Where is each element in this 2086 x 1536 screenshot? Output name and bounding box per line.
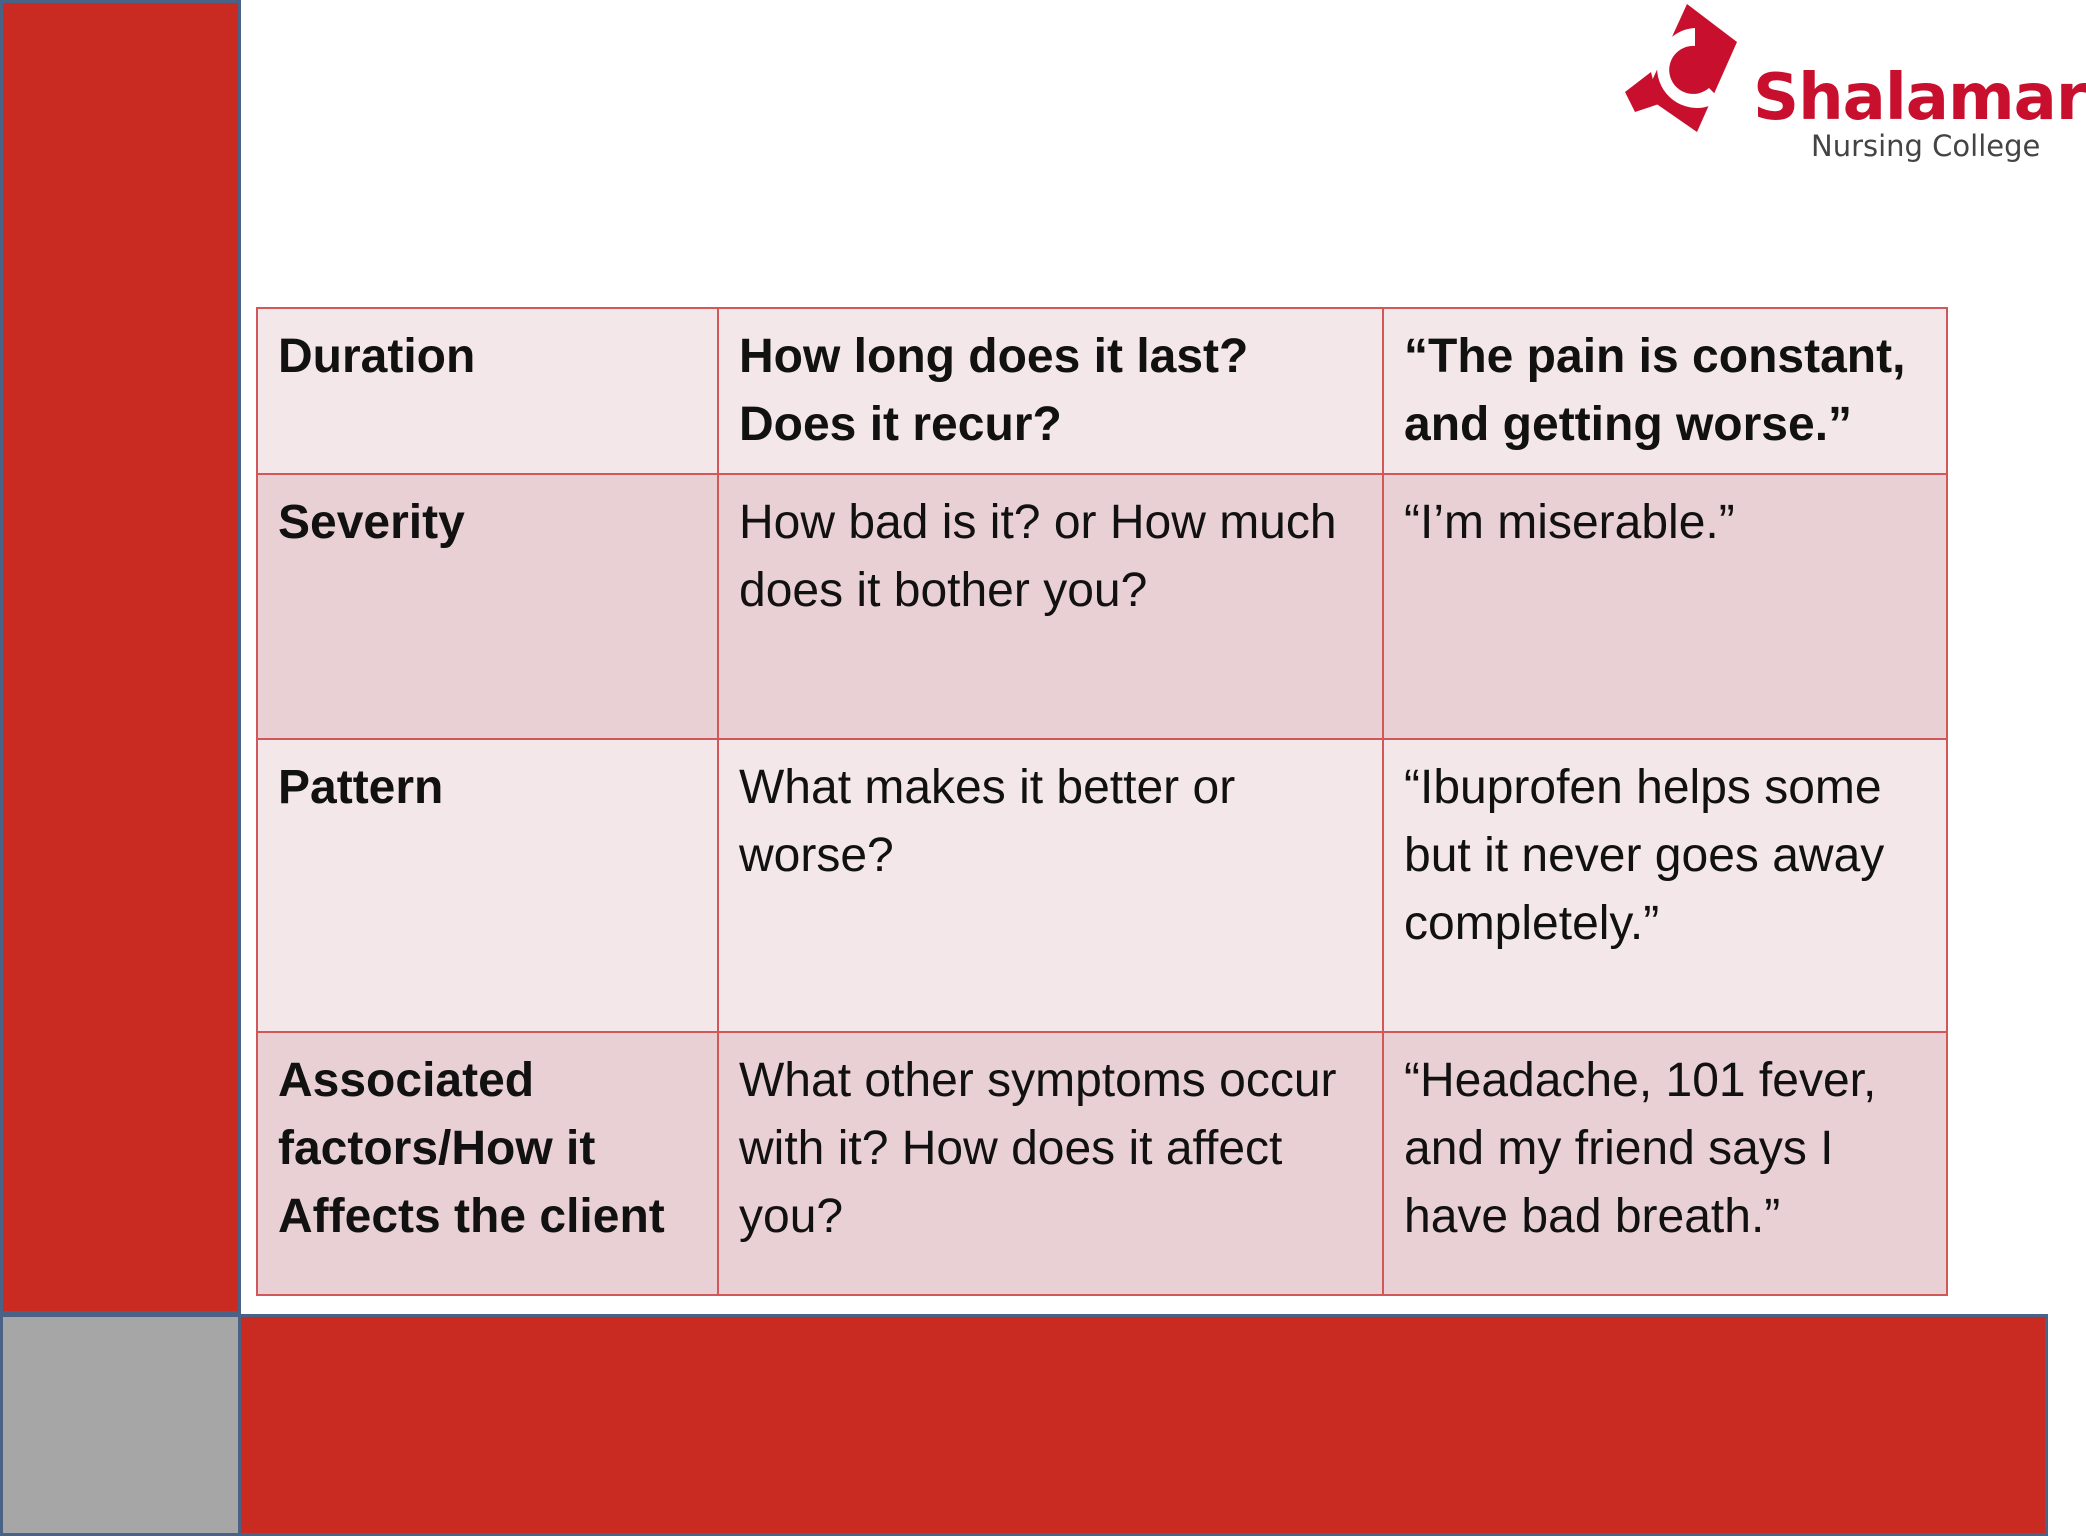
example-cell: “The pain is constant, and getting worse.” <box>1383 308 1947 474</box>
table-row <box>257 1032 1947 1295</box>
attribute-cell: Associated factors/How it Affects the client <box>257 1032 718 1295</box>
example-cell: “Headache, 101 fever, and my friend says I have bad breath.” <box>1383 1032 1947 1295</box>
logo-mark-icon <box>1625 0 1755 140</box>
example-cell: “I’m miserable.” <box>1383 474 1947 739</box>
question-cell: How bad is it? or How much does it bother you? <box>718 474 1383 739</box>
logo-name: Shalamar <box>1753 61 2086 135</box>
table-row <box>257 739 1947 1032</box>
attribute-cell: Pattern <box>257 739 718 1032</box>
corner-box <box>0 1314 241 1536</box>
bottom-frame-bar <box>241 1314 2048 1536</box>
table-row <box>257 308 1947 474</box>
college-logo <box>1625 0 2086 180</box>
logo-subtitle: Nursing College <box>1811 129 2041 163</box>
attribute-cell: Severity <box>257 474 718 739</box>
question-cell: What makes it better or worse? <box>718 739 1383 1032</box>
question-cell: How long does it last? Does it recur? <box>718 308 1383 474</box>
assessment-table <box>256 307 1948 1296</box>
table-row <box>257 474 1947 739</box>
question-cell: What other symptoms occur with it? How does it affect you? <box>718 1032 1383 1295</box>
example-cell: “Ibuprofen helps some but it never goes away completely.” <box>1383 739 1947 1032</box>
attribute-cell: Duration <box>257 308 718 474</box>
left-frame-bar <box>0 0 241 1314</box>
